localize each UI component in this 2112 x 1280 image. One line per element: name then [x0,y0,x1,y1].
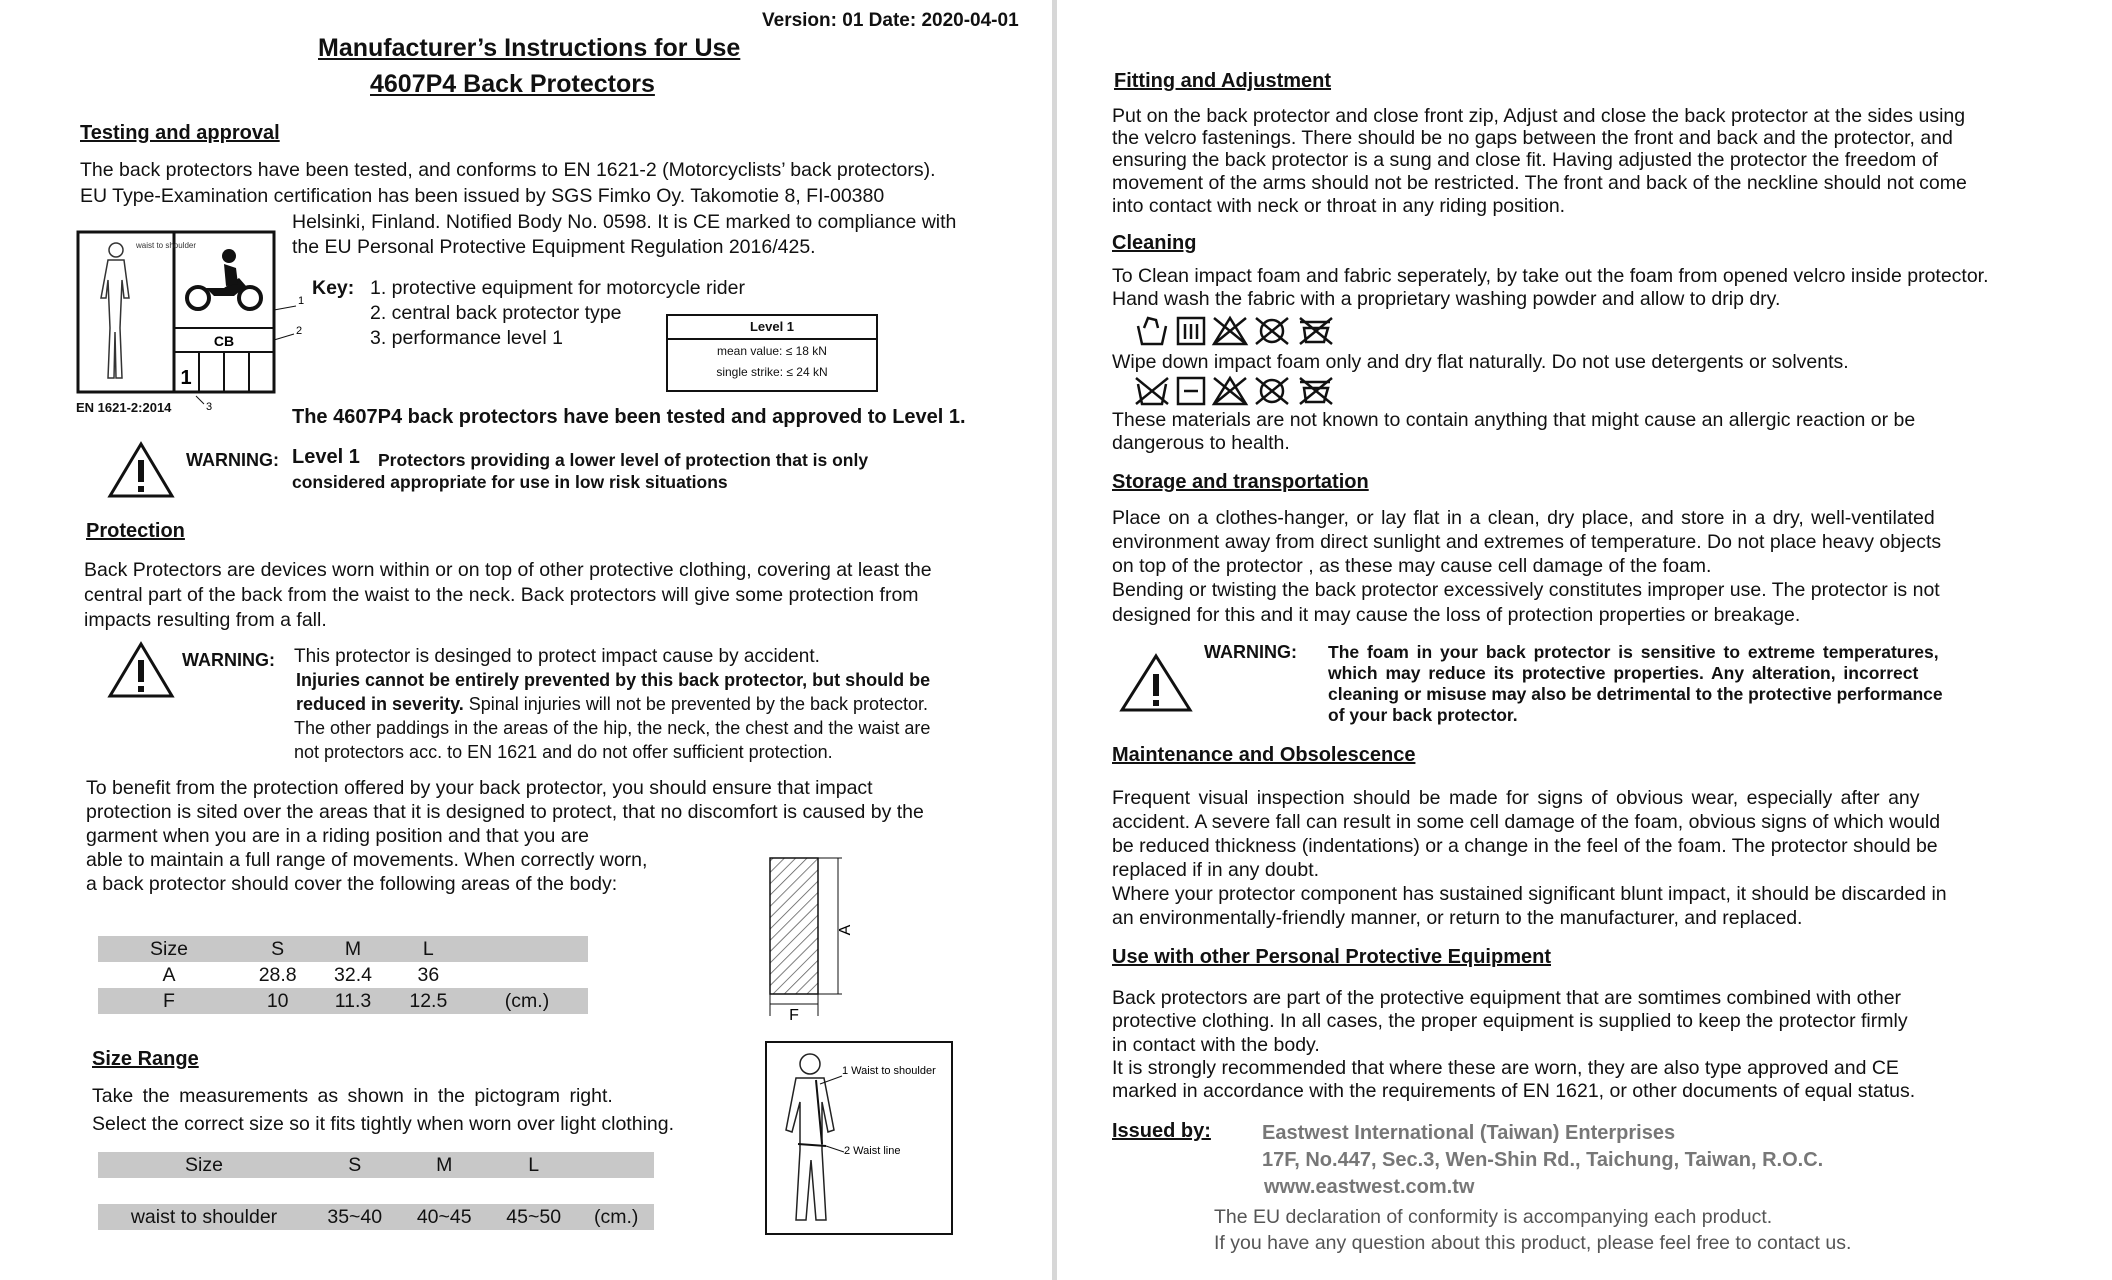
protection-para2-l5: a back protector should cover the following areas of the body: [86,873,618,895]
testing-line4: the EU Personal Protective Equipment Regulation 2016/425. [292,236,816,258]
table-row [98,962,588,988]
table-cell: 35~40 [327,1205,383,1228]
cleaning-l2: Hand wash the fabric with a proprietary washing powder and allow to drip dry. [1112,288,1781,310]
protection-warning-label: WARNING: [182,650,275,670]
no-tumble-dry-icon [1256,318,1288,344]
level-box-number: 1 [180,367,192,389]
right-page [1058,0,2112,1280]
waist-label: waist to shoulder [136,241,197,250]
protection-warning-1: This protector is desinged to protect impact cause by accident. [294,646,820,667]
level-mean: mean value: ≤ 18 kN [717,344,827,358]
contact-note: If you have any question about this product, please feel free to contact us. [1214,1232,1852,1254]
protection-warning-3 [296,694,928,715]
table-cell: 32.4 [334,963,372,986]
back-protector-diagram [760,848,860,1022]
no-tumble-dry-icon [1256,378,1288,404]
callout-1: 1 [298,295,305,307]
document-subtitle: 4607P4 Back Protectors [370,70,655,98]
storage-l4: Bending or twisting the back protector excessively constitutes improper use. The protector is not [1112,579,1940,601]
callout-3: 3 [206,401,213,413]
no-dry-clean-icon [1300,378,1332,404]
maintenance-l1: Frequent visual inspection should be made for signs of obvious wear, especially after any [1112,787,1920,809]
table-header-cell: L [422,937,434,960]
table-header-cell: S [271,937,285,960]
en1621-pictogram [74,228,314,418]
table-header-cell: M [344,937,362,960]
key-item-2: 2. central back protector type [370,302,622,324]
size-table-range [98,1152,654,1230]
protection-para1-l2: central part of the back from the waist to the neck. Back protectors will give some protection from [84,584,919,606]
ppe-l5: marked in accordance with the requirements of EN 1621, or other documents of equal status. [1112,1080,1916,1102]
issuer-website: www.eastwest.com.tw [1264,1176,1475,1198]
document-title: Manufacturer’s Instructions for Use [318,34,741,62]
fitting-l5: into contact with neck or throat in any riding position. [1112,195,1566,217]
size-range-line1: Take the measurements as shown in the pictogram right. [92,1085,613,1107]
drip-dry-icon [1178,318,1204,344]
storage-warning-label: WARNING: [1204,642,1297,662]
maintenance-l6: an environmentally-friendly manner, or return to the manufacturer, and replaced. [1112,907,1803,929]
protection-warning-3-bold: reduced in severity. [296,694,464,714]
maintenance-heading: Maintenance and Obsolescence [1112,744,1416,766]
storage-l2: environment away from direct sunlight and extremes of temperature. Do not place heavy objects [1112,531,1942,553]
cb-label: CB [213,333,235,349]
warning-triangle-icon [106,640,176,700]
approved-statement: The 4607P4 back protectors have been tested and approved to Level 1. [292,406,966,428]
protection-para1-l3: impacts resulting from a fall. [84,609,327,631]
cleaning-l1: To Clean impact foam and fabric seperately, by take out the foam from opened velcro inside protector. [1112,265,1989,287]
storage-warning-4: of your back protector. [1328,705,1518,725]
no-dry-clean-icon [1300,318,1332,344]
storage-l5: designed for this and it may cause the loss of protection properties or breakage. [1112,604,1801,626]
issuer-address: 17F, No.447, Sec.3, Wen-Shin Rd., Taichung, Taiwan, R.O.C. [1262,1149,1824,1171]
storage-l1: Place on a clothes-hanger, or lay flat in a clean, dry place, and store in a dry, well-ventilated [1112,507,1935,529]
no-bleach-icon [1214,318,1246,344]
protection-para2-l2: protection is sited over the areas that it is designed to protect, that no discomfort is caused by the [86,801,924,823]
issuer-company: Eastwest International (Taiwan) Enterprises [1262,1122,1676,1144]
maintenance-l5: Where your protector component has sustained significant blunt impact, it should be discarded in [1112,883,1947,905]
table-cell: 45~50 [506,1205,562,1228]
protection-para1-l1: Back Protectors are devices worn within or on top of other protective clothing, covering at least the [84,559,932,581]
protection-para2-l4: able to maintain a full range of movements. When correctly worn, [86,849,648,871]
table-row [98,1204,654,1230]
table-row [98,988,588,1014]
care-icons-fabric [1134,314,1374,348]
dimension-f-label: F [789,1007,799,1022]
human-back-figure-icon [786,1054,834,1220]
table-cell: 40~45 [416,1205,472,1228]
storage-warning-2: which may reduce its protective properties. Any alteration, incorrect [1328,663,1919,683]
testing-line2: EU Type-Examination certification has been issued by SGS Fimko Oy. Takomotie 8, FI-00380 [80,185,885,207]
fitting-l3: ensuring the back protector is a sung and close fit. Having adjusted the protector the freedom of [1112,149,1938,171]
measurement-pictogram [764,1040,954,1236]
protection-warning-3-rest: Spinal injuries will not be prevented by the back protector. [463,694,929,714]
maintenance-l4: replaced if in any doubt. [1112,859,1320,881]
table-cell: (cm.) [504,989,550,1012]
dimension-a-label: A [837,924,854,936]
care-icons-foam [1134,374,1374,408]
cleaning-l4: These materials are not known to contain anything that might cause an allergic reaction or be [1112,409,1916,431]
hand-wash-icon [1138,318,1166,344]
protection-para2-l3: garment when you are in a riding position and that you are [86,825,589,847]
table-header-cell [578,1152,654,1178]
table-cell: 36 [417,963,440,986]
maintenance-l2: accident. A severe fall can result in some cell damage of the foam, obvious signs of which would [1112,811,1941,833]
warning-level: Level 1 [292,446,360,468]
no-bleach-icon [1214,378,1246,404]
table-cell: (cm.) [594,1205,639,1228]
table-cell: 11.3 [334,989,372,1012]
testing-line1: The back protectors have been tested, and conforms to EN 1621-2 (Motorcyclists’ back protectors). [80,159,936,181]
human-figure-icon [101,243,129,378]
fitting-heading: Fitting and Adjustment [1114,70,1332,92]
table-cell: 10 [266,989,289,1012]
table-cell: F [163,989,175,1012]
table-cell: 28.8 [258,963,297,986]
ppe-l4: It is strongly recommended that where these are worn, they are also type approved and CE [1112,1057,1899,1079]
storage-warning-3: cleaning or misuse may also be detrimental to the protective performance [1328,684,1943,704]
size-table-dimensions [98,936,588,1014]
ppe-heading: Use with other Personal Protective Equipment [1112,946,1551,968]
fitting-l2: the velcro fastenings. There should be no gaps between the front and back and the protector, and [1112,127,1953,149]
standard-label: EN 1621-2:2014 [76,400,172,415]
warning-triangle-icon [106,440,176,500]
table-header-cell: Size [150,937,188,960]
version-date: Version: 01 Date: 2020-04-01 [762,10,1019,31]
testing-line3: Helsinki, Finland. Notified Body No. 0598. It is CE marked to compliance with [292,211,957,233]
table-header-cell [466,936,588,962]
key-item-3: 3. performance level 1 [370,327,563,349]
protection-heading: Protection [86,520,185,542]
table-header-cell: S [348,1153,362,1176]
motorcycle-rider-icon [187,249,261,309]
key-item-1: 1. protective equipment for motorcycle rider [370,277,745,299]
level-single: single strike: ≤ 24 kN [716,365,828,379]
protection-warning-4: The other paddings in the areas of the hip, the neck, the chest and the waist are [294,718,931,738]
table-header-cell: L [528,1153,540,1176]
fitting-l1: Put on the back protector and close front zip, Adjust and close the back protector at the sides using [1112,105,1966,127]
table-cell: 12.5 [409,989,448,1012]
storage-l3: on top of the protector , as these may cause cell damage of the foam. [1112,555,1712,577]
table-cell: waist to shoulder [130,1205,278,1228]
cleaning-heading: Cleaning [1112,232,1197,254]
ppe-l3: in contact with the body. [1112,1034,1320,1056]
page-divider [1052,0,1057,1280]
storage-heading: Storage and transportation [1112,471,1369,493]
left-page [0,0,1050,1280]
storage-warning-1: The foam in your back protector is sensitive to extreme temperatures, [1328,642,1939,662]
no-wash-icon [1136,378,1168,404]
table-cell: A [162,963,176,986]
warning-triangle-icon [1118,652,1194,714]
maintenance-l3: be reduced thickness (indentations) or a change in the feel of the foam. The protector should be [1112,835,1938,857]
size-range-heading: Size Range [92,1048,199,1070]
table-header-cell: M [436,1153,453,1176]
protection-warning-5: not protectors acc. to EN 1621 and do not offer sufficient protection. [294,742,833,762]
fitting-l4: movement of the arms should not be restricted. The front and back of the neckline should not come [1112,172,1967,194]
table-cell [466,962,588,988]
ppe-l1: Back protectors are part of the protective equipment that are somtimes combined with other [1112,987,1902,1009]
callout-2: 2 [296,325,303,337]
warning-text-2: considered appropriate for use in low risk situations [292,472,728,492]
size-table-header [98,936,588,962]
protection-warning-2: Injuries cannot be entirely prevented by this back protector, but should be [296,670,931,690]
table-header-cell: Size [185,1153,223,1176]
ppe-l2: protective clothing. In all cases, the proper equipment is supplied to keep the protector firmly [1112,1010,1908,1032]
size-range-line2: Select the correct size so it fits tightly when worn over light clothing. [92,1113,675,1135]
protection-para2-l1: To benefit from the protection offered by your back protector, you should ensure that impact [86,777,873,799]
issued-by-label: Issued by: [1112,1120,1211,1142]
pic-label-waist-to-shoulder: 1 Waist to shoulder [842,1065,936,1077]
cleaning-l3: Wipe down impact foam only and dry flat naturally. Do not use detergents or solvents. [1112,351,1849,373]
warning-text-1: Protectors providing a lower level of protection that is only [378,450,869,470]
warning-label: WARNING: [186,450,279,470]
cleaning-l5: dangerous to health. [1112,432,1290,454]
testing-heading: Testing and approval [80,122,280,144]
level-title: Level 1 [668,316,876,340]
size-range-header [98,1152,654,1178]
key-label: Key: [312,277,355,299]
conformity-note: The EU declaration of conformity is accompanying each product. [1214,1206,1773,1228]
pic-label-waist-line: 2 Waist line [844,1145,901,1157]
level-box [666,314,878,392]
dry-flat-icon [1178,378,1204,404]
